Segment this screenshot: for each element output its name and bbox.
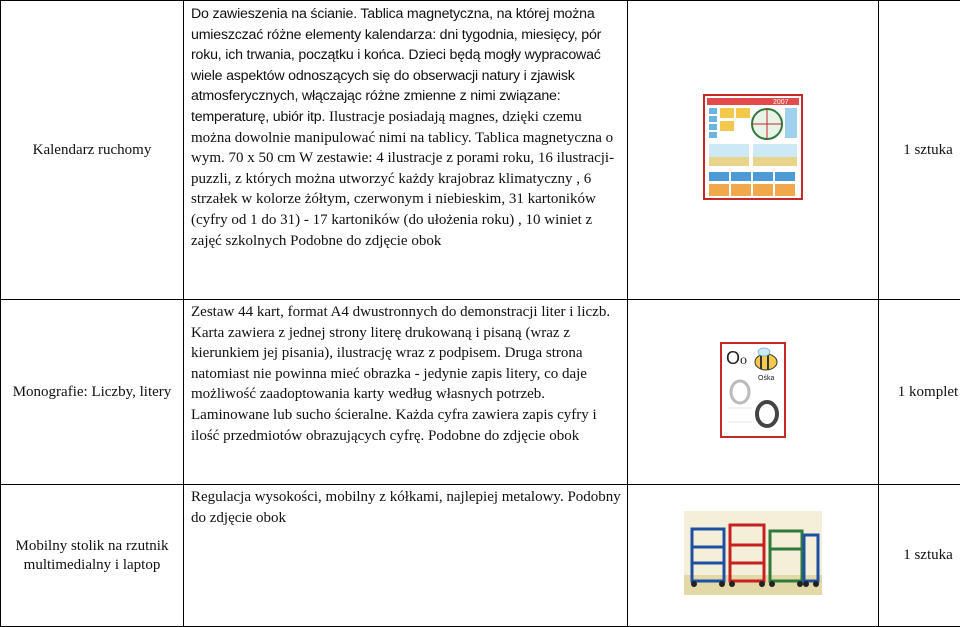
item-name: Kalendarz ruchomy bbox=[32, 141, 152, 158]
item-name-cell bbox=[1, 1, 184, 300]
item-image-cell bbox=[628, 485, 879, 627]
item-quantity-cell bbox=[879, 1, 960, 300]
letter-card-bee-icon bbox=[720, 342, 786, 438]
item-quantity-cell bbox=[879, 300, 960, 485]
card-caption: Ośka bbox=[758, 374, 775, 382]
item-name-cell bbox=[1, 485, 184, 627]
item-quantity: 1 sztuka bbox=[903, 141, 953, 158]
item-quantity: 1 komplet bbox=[897, 383, 959, 400]
item-quantity: 1 sztuka bbox=[903, 547, 953, 563]
item-description-part: Regulacja wysokości, mobilny z kółkami, najlepiej metalowy. Podobny do zdjęcie obok bbox=[191, 489, 621, 526]
item-name: Mobilny stolik na rzutnik multimedialny i laptop bbox=[15, 537, 169, 573]
mobile-projector-carts-icon bbox=[684, 511, 822, 595]
item-name: Monografie: Liczby, litery bbox=[12, 383, 172, 400]
item-description-cell bbox=[184, 1, 628, 300]
calendar-year: 2007 bbox=[773, 98, 789, 106]
magnetic-calendar-board-icon bbox=[703, 94, 803, 202]
item-description-cell bbox=[184, 485, 628, 627]
item-description-cell bbox=[184, 300, 628, 485]
item-description-part: Ilustracje posiadają magnes, dzięki czemu można dowolnie manipulować nimi na tablicy. Tablica magnetyczna o wym. 70 x 50 cm W zestawie: 4 ilustracje z porami roku, 16 ilustracji-puzzli, z których można utworzyć każdy krajobraz klimatyczny , 6 strzałek w kolorze żółtym, czerwonym i niebieskim, 31 kartoników (cyfry od 1 do 31) - 17 kartoników (do ułożenia roku) , 10 winiet z zajęć szkolnych Podobne do zdjęcie obok bbox=[191, 108, 615, 249]
table-row bbox=[1, 300, 960, 485]
item-description-part: Do zawieszenia na ścianie. Tablica magnetyczna, na której można umieszczać różne elementy kalendarza: dni tygodnia, miesięcy, pór roku, ich trwania, początku i końca. Dzieci będą mogły wypracować wiele aspektów odnoszących się do obserwacji natury i zjawisk atmosferycznych, włączając różne zmienne z nimi związane: temperaturę, ubiór itp. bbox=[191, 6, 602, 125]
svg-text:o: o bbox=[740, 352, 747, 368]
item-image-cell bbox=[628, 1, 879, 300]
item-description-part: Zestaw 44 kart, format A4 dwustronnych do demonstracji liter i liczb. Karta zawiera z jednej strony literę drukowaną i pisaną (wraz z kierunkiem jej pisania), ilustrację wraz z podpisem. Druga strona natomiast nie powinna mieć obrazka - jedynie zapis litery, co daje możliwość zaadoptowania karty według własnych potrzeb. Laminowane lub sucho ścieralne. Każda cyfra zawiera zapis cyfry i ilość przedmiotów obrazujących cyfrę. Podobne do zdjęcie obok bbox=[191, 304, 611, 444]
item-quantity-cell bbox=[879, 485, 960, 627]
table-row bbox=[1, 1, 960, 300]
item-name-cell bbox=[1, 300, 184, 485]
card-letter: O bbox=[726, 347, 741, 368]
table-row bbox=[1, 485, 960, 627]
item-image-cell bbox=[628, 300, 879, 485]
